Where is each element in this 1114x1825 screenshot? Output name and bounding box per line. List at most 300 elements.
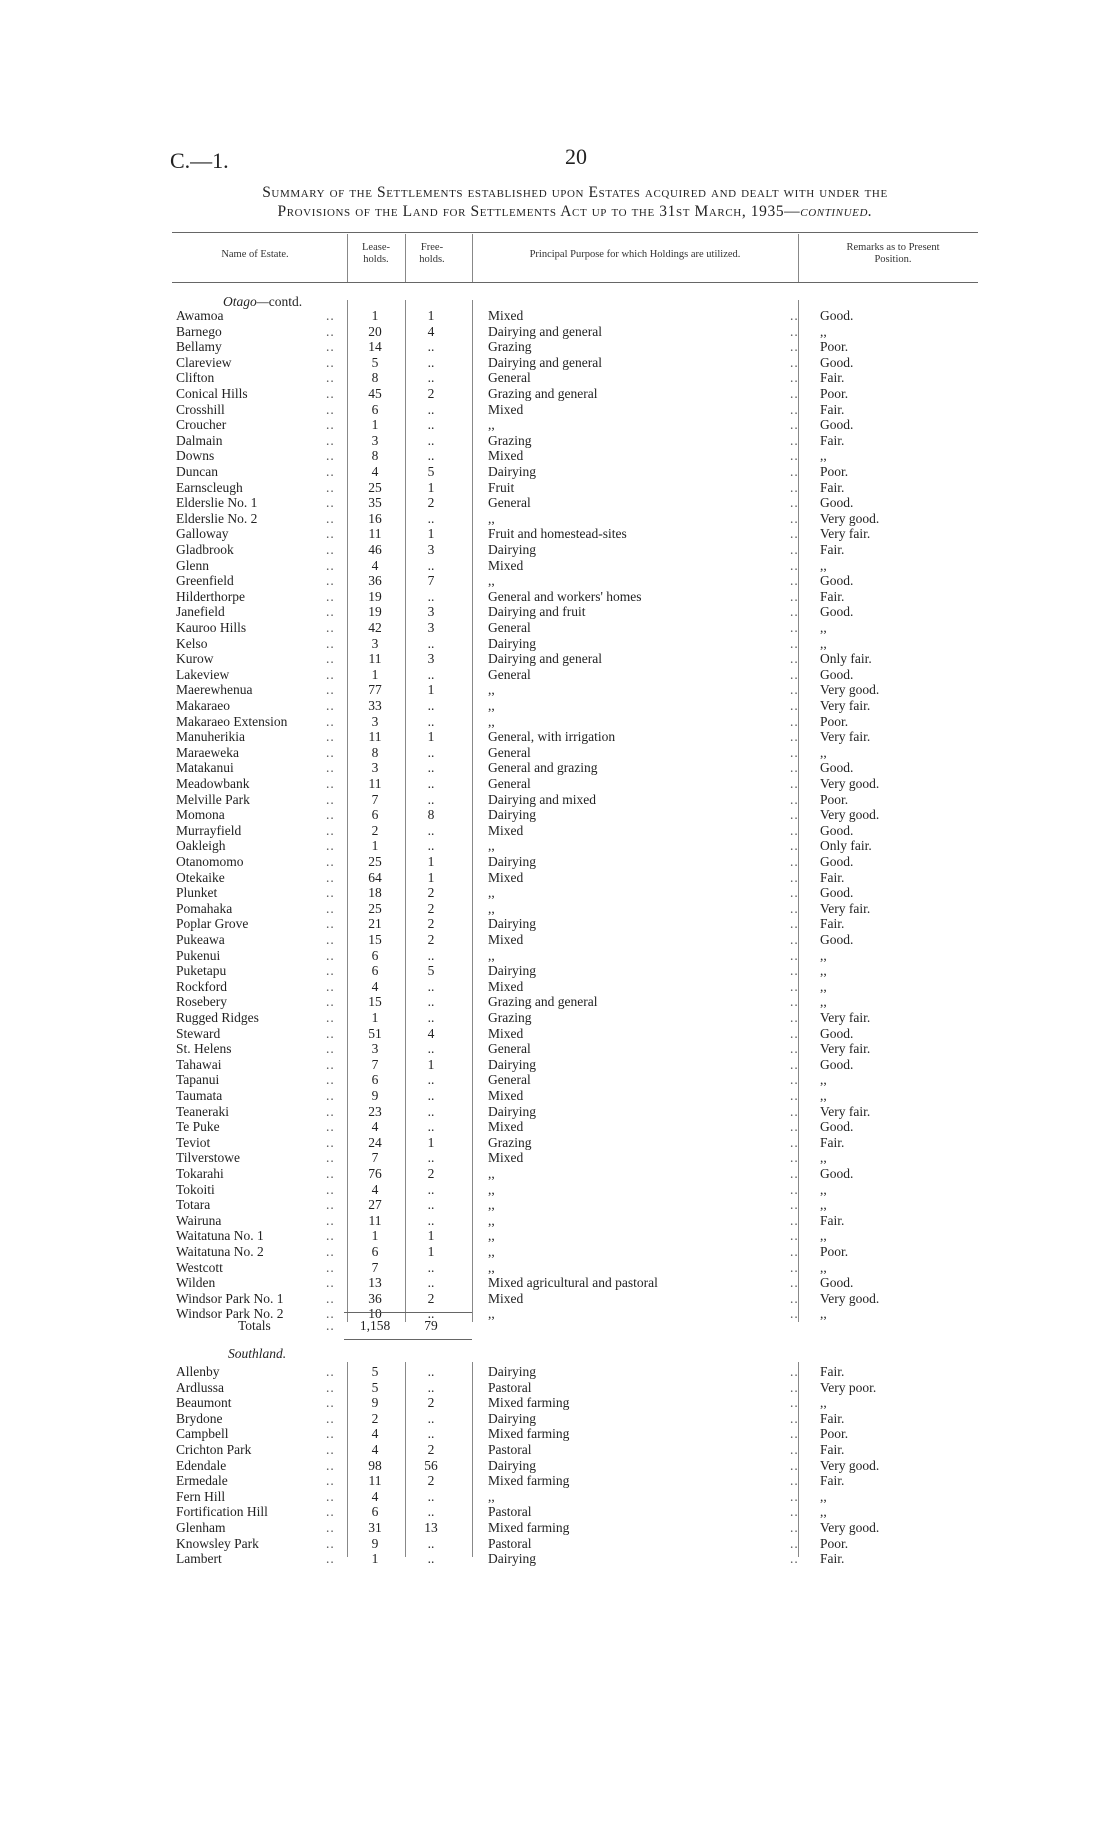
- table-row: [0, 1395, 1114, 1411]
- leader-dots: ..: [326, 1197, 335, 1213]
- estate-name: Kelso: [176, 635, 208, 651]
- leader-dots: ..: [790, 1275, 799, 1291]
- remarks: Fair.: [820, 1410, 845, 1426]
- leaseholds-count: 15: [368, 932, 382, 947]
- principal-purpose: Dairying and general: [488, 323, 602, 339]
- principal-purpose: Grazing and general: [488, 386, 598, 401]
- leaseholds-count: 46: [368, 542, 382, 557]
- table-row: [0, 745, 1114, 761]
- estate-name: Tilverstowe: [176, 1150, 241, 1166]
- principal-purpose: Dairying and fruit: [488, 604, 586, 620]
- leader-dots: ..: [326, 1103, 335, 1119]
- table-row: [0, 807, 1114, 823]
- remarks: Very fair.: [820, 1103, 871, 1119]
- principal-purpose: Grazing: [488, 432, 532, 448]
- table-row: [0, 604, 1114, 620]
- totals-rule-top: [344, 1312, 472, 1313]
- freeholds-count: ..: [427, 978, 435, 994]
- remarks: Good.: [820, 417, 854, 433]
- principal-purpose: General: [488, 1072, 531, 1088]
- table-row: [0, 448, 1114, 464]
- leader-dots: ..: [790, 510, 799, 526]
- leader-dots: ..: [790, 1442, 799, 1457]
- table-row: [0, 464, 1114, 480]
- freeholds-count: 2: [427, 916, 435, 932]
- leader-dots: ..: [326, 1442, 335, 1457]
- table-row: [0, 1536, 1114, 1552]
- freeholds-count: ..: [427, 1535, 435, 1551]
- table-row: [0, 1275, 1114, 1291]
- table-row: [0, 1057, 1114, 1073]
- remarks: Fair.: [820, 1134, 845, 1150]
- leaseholds-count: 7: [371, 791, 379, 807]
- leader-dots: ..: [790, 1166, 799, 1181]
- principal-purpose: General: [488, 744, 531, 760]
- estate-name: Knowsley Park: [176, 1535, 259, 1551]
- leader-dots: ..: [790, 1395, 799, 1411]
- remarks: ,,: [820, 635, 827, 651]
- principal-purpose: Dairying: [488, 464, 536, 479]
- leaseholds-count: 4: [371, 1119, 379, 1135]
- remarks: Good.: [820, 1166, 854, 1181]
- freeholds-count: 1: [427, 308, 435, 323]
- table-row: [0, 901, 1114, 917]
- leader-dots: ..: [790, 776, 799, 791]
- leader-dots: ..: [326, 1166, 335, 1181]
- leader-dots: ..: [326, 1535, 335, 1551]
- leader-dots: ..: [790, 698, 799, 713]
- title-line-2-text: Provisions of the Land for Settlements Act up to the 31st March, 1935—: [277, 203, 801, 220]
- remarks: Very good.: [820, 1290, 880, 1306]
- estate-name: Teviot: [176, 1134, 211, 1150]
- leaseholds-count: 5: [371, 1364, 379, 1379]
- freeholds-count: 2: [427, 495, 435, 511]
- table-row: [0, 1182, 1114, 1198]
- leader-dots: ..: [790, 1041, 799, 1057]
- principal-purpose: ,,: [488, 1197, 495, 1213]
- table-row: [0, 651, 1114, 667]
- estate-name: Gladbrook: [176, 542, 234, 557]
- leader-dots: ..: [790, 354, 799, 370]
- totals-freeholds: 79: [424, 1318, 438, 1333]
- otago-heading-suffix: contd.: [268, 294, 303, 309]
- table-row: [0, 729, 1114, 745]
- table-row: [0, 994, 1114, 1010]
- leader-dots: ..: [790, 635, 799, 651]
- leader-dots: ..: [790, 885, 799, 901]
- leader-dots: ..: [326, 1041, 335, 1057]
- leaseholds-count: 64: [368, 869, 382, 885]
- leader-dots: ..: [790, 1535, 799, 1551]
- remarks: Good.: [820, 854, 854, 869]
- leader-dots: ..: [326, 713, 335, 729]
- remarks: Poor.: [820, 1244, 849, 1259]
- principal-purpose: Mixed: [488, 869, 524, 885]
- freeholds-count: 2: [427, 1290, 435, 1306]
- leader-dots: ..: [326, 1212, 335, 1228]
- principal-purpose: ,,: [488, 900, 495, 916]
- leader-dots: ..: [326, 1010, 335, 1025]
- table-row: [0, 932, 1114, 948]
- leader-dots: ..: [790, 479, 799, 495]
- remarks: Very fair.: [820, 526, 871, 542]
- principal-purpose: Mixed agricultural and pastoral: [488, 1275, 658, 1291]
- freeholds-count: 3: [427, 651, 435, 667]
- freeholds-count: ..: [427, 666, 435, 682]
- table-row: [0, 823, 1114, 839]
- table-row: [0, 979, 1114, 995]
- leader-dots: ..: [326, 1181, 335, 1197]
- leader-dots: ..: [326, 1088, 335, 1103]
- principal-purpose: ,,: [488, 1488, 495, 1504]
- leaseholds-count: 31: [368, 1520, 382, 1535]
- estate-name: Downs: [176, 448, 215, 464]
- freeholds-count: ..: [427, 557, 435, 573]
- leader-dots: ..: [326, 1426, 335, 1442]
- remarks: Good.: [820, 885, 854, 901]
- leader-dots: ..: [326, 651, 335, 667]
- freeholds-count: ..: [427, 1426, 435, 1442]
- estate-name: Otanomomo: [176, 854, 244, 869]
- leader-dots: ..: [326, 635, 335, 651]
- freeholds-count: 2: [427, 1395, 435, 1411]
- column-divider: [405, 234, 406, 282]
- leader-dots: ..: [790, 1379, 799, 1395]
- leader-dots: ..: [326, 417, 335, 433]
- freeholds-count: ..: [427, 588, 435, 604]
- estate-name: Matakanui: [176, 760, 234, 776]
- column-heading-freeholds: [412, 242, 452, 266]
- leader-dots: ..: [326, 978, 335, 994]
- leader-dots: ..: [790, 1364, 799, 1379]
- leaseholds-count: 7: [371, 1150, 379, 1166]
- leader-dots: ..: [326, 994, 335, 1010]
- principal-purpose: Dairying and general: [488, 651, 602, 667]
- remarks: Fair.: [820, 479, 845, 495]
- leader-dots: ..: [790, 854, 799, 869]
- leaseholds-count: 5: [371, 1379, 379, 1395]
- leader-dots: ..: [790, 448, 799, 464]
- estate-name: Allenby: [176, 1364, 220, 1379]
- totals-leaseholds: 1,158: [359, 1318, 391, 1333]
- remarks: Fair.: [820, 432, 845, 448]
- freeholds-count: ..: [427, 448, 435, 464]
- freeholds-count: ..: [427, 1275, 435, 1291]
- leader-dots: ..: [326, 900, 335, 916]
- freeholds-count: ..: [427, 994, 435, 1010]
- principal-purpose: Mixed: [488, 1119, 524, 1135]
- table-row: [0, 480, 1114, 496]
- table-row: [0, 1504, 1114, 1520]
- remarks: ,,: [820, 1072, 827, 1088]
- leader-dots: ..: [790, 1056, 799, 1072]
- table-row: [0, 589, 1114, 605]
- table-row: [0, 870, 1114, 886]
- leader-dots: ..: [790, 900, 799, 916]
- table-row: [0, 573, 1114, 589]
- principal-purpose: Dairying: [488, 1364, 536, 1379]
- table-row: [0, 1135, 1114, 1151]
- leader-dots: ..: [790, 1197, 799, 1213]
- estate-name: Fortification Hill: [176, 1504, 268, 1520]
- estate-name: Wilden: [176, 1275, 216, 1291]
- leader-dots: ..: [326, 1395, 335, 1411]
- principal-purpose: General: [488, 620, 531, 635]
- remarks: ,,: [820, 1306, 827, 1322]
- totals-rule-bottom: [344, 1339, 472, 1340]
- leaseholds-count: 1: [371, 838, 379, 854]
- principal-purpose: Dairying and general: [488, 354, 602, 370]
- remarks: Very fair.: [820, 698, 871, 713]
- table-row: [0, 776, 1114, 792]
- leader-dots: ..: [790, 495, 799, 511]
- leaseholds-count: 6: [371, 1072, 379, 1088]
- leader-dots: ..: [326, 838, 335, 854]
- leader-dots: ..: [326, 620, 335, 635]
- table-row: [0, 1166, 1114, 1182]
- estate-name: Elderslie No. 1: [176, 495, 258, 511]
- leaseholds-count: 4: [371, 1426, 379, 1442]
- leader-dots: ..: [790, 807, 799, 823]
- principal-purpose: Mixed: [488, 932, 524, 947]
- leaseholds-count: 5: [371, 354, 379, 370]
- principal-purpose: ,,: [488, 510, 495, 526]
- estate-name: Poplar Grove: [176, 916, 249, 932]
- leader-dots: ..: [326, 1150, 335, 1166]
- principal-purpose: ,,: [488, 885, 495, 901]
- remarks: ,,: [820, 947, 827, 963]
- principal-purpose: General: [488, 495, 531, 511]
- leaseholds-count: 6: [371, 1244, 379, 1259]
- leader-dots: ..: [326, 354, 335, 370]
- leader-dots: ..: [326, 1379, 335, 1395]
- header-bottom-rule: [172, 282, 978, 283]
- leaseholds-count: 3: [371, 760, 379, 776]
- estate-name: Conical Hills: [176, 386, 248, 401]
- leaseholds-count: 1: [371, 417, 379, 433]
- estate-name: Oakleigh: [176, 838, 226, 854]
- estate-name: Barnego: [176, 323, 222, 339]
- leaseholds-count: 18: [368, 885, 382, 901]
- leader-dots: ..: [326, 932, 335, 947]
- leader-dots: ..: [790, 464, 799, 479]
- estate-name: Makaraeo: [176, 698, 230, 713]
- estate-name: Westcott: [176, 1259, 223, 1275]
- table-row: [0, 620, 1114, 636]
- leader-dots: ..: [790, 1551, 799, 1567]
- leader-dots: ..: [326, 1259, 335, 1275]
- leaseholds-count: 45: [368, 386, 382, 401]
- leader-dots: ..: [790, 1212, 799, 1228]
- leaseholds-count: 1: [371, 1010, 379, 1025]
- freeholds-count: ..: [427, 698, 435, 713]
- table-row: [0, 792, 1114, 808]
- leader-dots: ..: [790, 573, 799, 589]
- leader-dots: ..: [790, 1119, 799, 1135]
- leader-dots: ..: [790, 1426, 799, 1442]
- remarks: Fair.: [820, 401, 845, 417]
- principal-purpose: Grazing: [488, 1134, 532, 1150]
- leader-dots: ..: [326, 947, 335, 963]
- leaseholds-count: 2: [371, 1410, 379, 1426]
- leader-dots: ..: [326, 854, 335, 869]
- table-row: [0, 511, 1114, 527]
- estate-name: Te Puke: [176, 1119, 220, 1135]
- series-code: C.—1.: [170, 148, 229, 173]
- freeholds-count: ..: [427, 1488, 435, 1504]
- leader-dots: ..: [326, 479, 335, 495]
- principal-purpose: Dairying: [488, 963, 536, 979]
- column-divider: [798, 234, 799, 282]
- principal-purpose: ,,: [488, 1181, 495, 1197]
- leader-dots: ..: [790, 1072, 799, 1088]
- leader-dots: ..: [790, 1410, 799, 1426]
- leader-dots: ..: [790, 978, 799, 994]
- freeholds-count: 1: [427, 729, 435, 745]
- leader-dots: ..: [790, 370, 799, 386]
- leader-dots: ..: [326, 729, 335, 745]
- principal-purpose: Mixed farming: [488, 1426, 570, 1442]
- estate-name: Elderslie No. 2: [176, 510, 258, 526]
- estate-name: Dalmain: [176, 432, 223, 448]
- estate-name: Ermedale: [176, 1473, 228, 1489]
- leader-dots: ..: [326, 760, 335, 776]
- leader-dots: ..: [326, 604, 335, 620]
- otago-heading: Otago—: [223, 294, 269, 309]
- table-row: [0, 963, 1114, 979]
- freeholds-count: 1: [427, 869, 435, 885]
- leaseholds-count: 11: [368, 1473, 382, 1489]
- freeholds-count: ..: [427, 744, 435, 760]
- remarks: Very poor.: [820, 1379, 877, 1395]
- leaseholds-count: 77: [368, 682, 382, 698]
- remarks: ,,: [820, 557, 827, 573]
- principal-purpose: Dairying: [488, 635, 536, 651]
- table-row: [0, 1520, 1114, 1536]
- principal-purpose: Dairying: [488, 1457, 536, 1473]
- principal-purpose: General and workers' homes: [488, 588, 642, 604]
- leader-dots: ..: [790, 1181, 799, 1197]
- table-row: [0, 885, 1114, 901]
- leaseholds-count: 25: [368, 900, 382, 916]
- freeholds-count: 2: [427, 932, 435, 947]
- leader-dots: ..: [326, 401, 335, 417]
- remarks: Good.: [820, 308, 854, 323]
- principal-purpose: Fruit and homestead-sites: [488, 526, 627, 542]
- leaseholds-count: 3: [371, 713, 379, 729]
- principal-purpose: General: [488, 370, 531, 386]
- leaseholds-count: 3: [371, 1041, 379, 1057]
- estate-name: Beaumont: [176, 1395, 232, 1411]
- leaseholds-count: 14: [368, 339, 382, 355]
- estate-name: Glenham: [176, 1520, 226, 1535]
- estate-name: Crosshill: [176, 401, 225, 417]
- principal-purpose: Pastoral: [488, 1442, 532, 1457]
- principal-purpose: General: [488, 1041, 531, 1057]
- leaseholds-count: 9: [371, 1395, 379, 1411]
- estate-name: Waitatuna No. 2: [176, 1244, 264, 1259]
- leader-dots: ..: [326, 1244, 335, 1259]
- remarks: Poor.: [820, 713, 849, 729]
- table-row: [0, 1551, 1114, 1567]
- freeholds-count: 1: [427, 479, 435, 495]
- freeholds-count: ..: [427, 1364, 435, 1379]
- estate-name: Murrayfield: [176, 822, 242, 838]
- principal-purpose: Grazing: [488, 1010, 532, 1025]
- leader-dots: ..: [326, 682, 335, 698]
- page-number: 20: [565, 144, 587, 169]
- table-row: [0, 1119, 1114, 1135]
- leader-dots: ..: [790, 1150, 799, 1166]
- principal-purpose: Mixed: [488, 448, 524, 464]
- remarks: ,,: [820, 1150, 827, 1166]
- estate-name: Momona: [176, 807, 225, 823]
- table-row: [0, 339, 1114, 355]
- freeholds-count: 13: [424, 1520, 438, 1535]
- estate-name: Rugged Ridges: [176, 1010, 259, 1025]
- estate-name: Edendale: [176, 1457, 227, 1473]
- leaseholds-count: 51: [368, 1025, 382, 1041]
- table-row: [0, 1306, 1114, 1322]
- table-row: [0, 698, 1114, 714]
- principal-purpose: Dairying: [488, 1103, 536, 1119]
- leader-dots: ..: [326, 1025, 335, 1041]
- leaseholds-count: 33: [368, 698, 382, 713]
- freeholds-count: ..: [427, 401, 435, 417]
- principal-purpose: ,,: [488, 1212, 495, 1228]
- freeholds-count: 2: [427, 900, 435, 916]
- table-row: [0, 433, 1114, 449]
- freeholds-count: 4: [427, 1025, 435, 1041]
- leader-dots: ..: [790, 791, 799, 807]
- leaseholds-count: 6: [371, 947, 379, 963]
- principal-purpose: Pastoral: [488, 1535, 532, 1551]
- leader-dots: ..: [790, 947, 799, 963]
- remarks: Good.: [820, 1119, 854, 1135]
- estate-name: Steward: [176, 1025, 221, 1041]
- freeholds-count: 8: [427, 807, 435, 823]
- remarks: ,,: [820, 1488, 827, 1504]
- principal-purpose: General: [488, 666, 531, 682]
- table-row: [0, 1026, 1114, 1042]
- freeholds-count: 2: [427, 885, 435, 901]
- table-row: [0, 1260, 1114, 1276]
- principal-purpose: Mixed: [488, 401, 524, 417]
- leader-dots: ..: [326, 1228, 335, 1244]
- leaseholds-count: 25: [368, 854, 382, 869]
- totals-leader-dots: ..: [326, 1318, 335, 1333]
- column-heading-remarks: [808, 242, 978, 266]
- leader-dots: ..: [790, 869, 799, 885]
- leaseholds-count: 23: [368, 1103, 382, 1119]
- estate-name: Duncan: [176, 464, 218, 479]
- freeholds-count: ..: [427, 776, 435, 791]
- lease-heading-1: Lease-: [362, 242, 390, 253]
- remarks: Good.: [820, 932, 854, 947]
- freeholds-count: ..: [427, 510, 435, 526]
- leaseholds-count: 11: [368, 1212, 382, 1228]
- principal-purpose: ,,: [488, 947, 495, 963]
- leader-dots: ..: [326, 1306, 335, 1322]
- estate-name: Ardlussa: [176, 1379, 224, 1395]
- leaseholds-count: 36: [368, 1290, 382, 1306]
- remarks: ,,: [820, 963, 827, 979]
- principal-purpose: Mixed: [488, 1150, 524, 1166]
- remarks: Fair.: [820, 1212, 845, 1228]
- freeholds-count: ..: [427, 635, 435, 651]
- leader-dots: ..: [326, 963, 335, 979]
- leader-dots: ..: [326, 1119, 335, 1135]
